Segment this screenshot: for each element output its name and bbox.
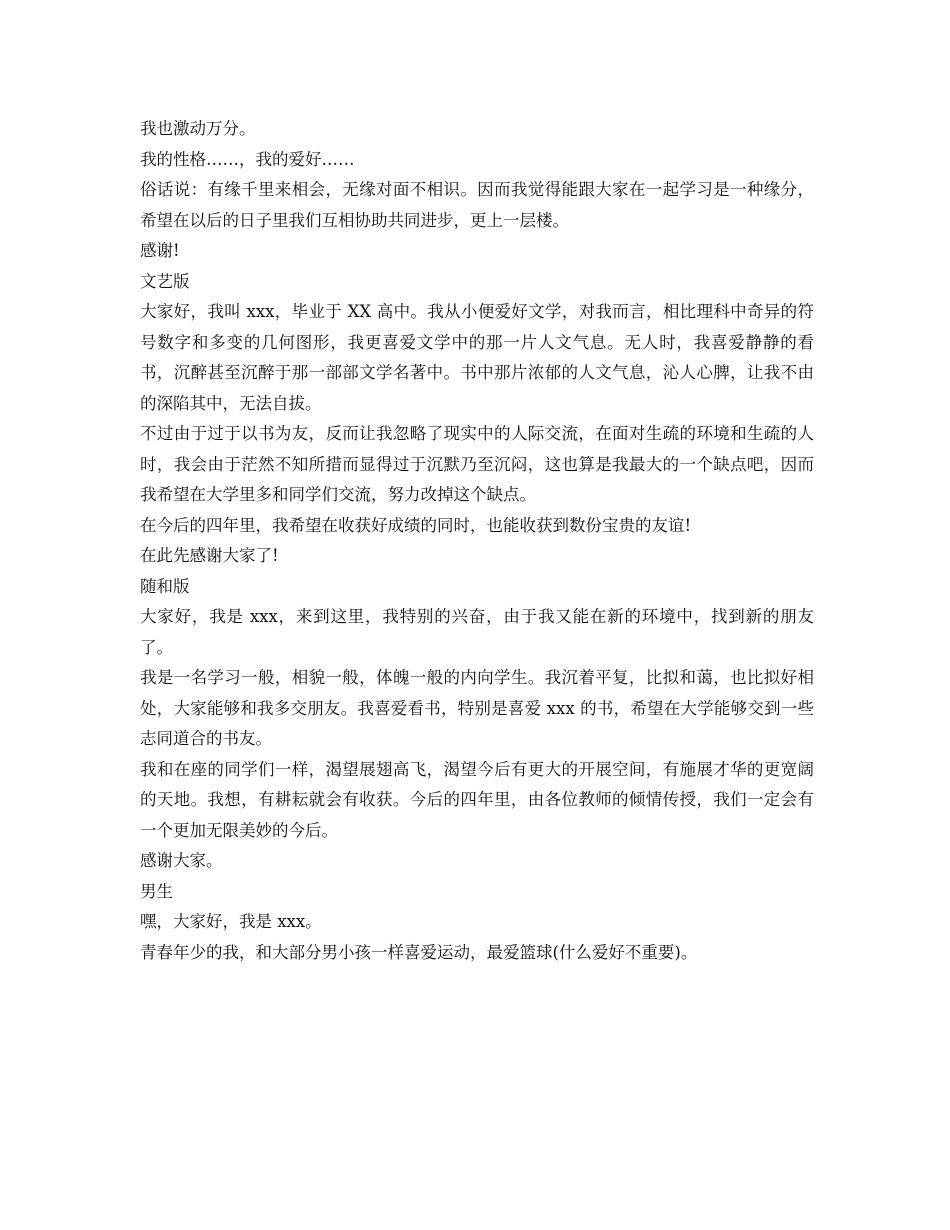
section-heading: 随和版 (140, 576, 190, 596)
paragraph: 俗话说：有缘千里来相会，无缘对面不相识。因而我觉得能跟大家在一起学习是一种缘分，希望在以后的日子里我们互相协助共同进步，更上一层楼。 (140, 180, 814, 230)
paragraph: 在此先感谢大家了! (140, 546, 279, 565)
paragraph: 不过由于过于以书为友，反而让我忽略了现实中的人际交流，在面对生疏的环境和生疏的人时，我会由于茫然不知所措而显得过于沉默乃至沉闷，这也算是我最大的一个缺点吧，因而我希望在大学里多和同学们交流，努力改掉这个缺点。 (140, 424, 814, 504)
paragraph: 大家好，我叫 xxx，毕业于 XX 高中。我从小便爱好文学，对我而言，相比理科中奇异的符号数字和多变的几何图形，我更喜爱文学中的那一片人文气息。无人时，我喜爱静静的看书，沉醉甚至沉醉于那一部部文学名著中。书中那片浓郁的人文气息，沁人心脾，让我不由的深陷其中，无法自拔。 (140, 302, 814, 413)
paragraph: 我和在座的同学们一样，渴望展翅高飞，渴望今后有更大的开展空间，有施展才华的更宽阔的天地。我想，有耕耘就会有收获。今后的四年里，由各位教师的倾情传授，我们一定会有一个更加无限美妙的今后。 (140, 759, 814, 840)
paragraph: 大家好，我是 xxx，来到这里，我特别的兴奋，由于我又能在新的环境中，找到新的朋友了。 (140, 607, 814, 657)
paragraph: 在今后的四年里，我希望在收获好成绩的同时，也能收获到数份宝贵的友谊! (140, 515, 692, 535)
paragraph: 我也激动万分。 (140, 119, 256, 138)
section-heading: 男生 (140, 881, 173, 901)
paragraph: 青春年少的我，和大部分男小孩一样喜爱运动，最爱篮球(什么爱好不重要)。 (140, 942, 698, 962)
section-heading: 文艺版 (140, 271, 190, 291)
paragraph: 我是一名学习一般，相貌一般，体魄一般的内向学生。我沉着平复，比拟和蔼，也比拟好相处，大家能够和我多交朋友。我喜爱看书，特别是喜爱 xxx 的书，希望在大学能够交到一些志同道合的书友。 (140, 668, 814, 748)
paragraph: 嘿，大家好，我是 xxx。 (140, 912, 322, 931)
paragraph: 我的性格……，我的爱好…… (140, 149, 355, 169)
paragraph: 感谢! (140, 241, 180, 260)
paragraph: 感谢大家。 (140, 851, 223, 870)
document-page (140, 114, 814, 968)
